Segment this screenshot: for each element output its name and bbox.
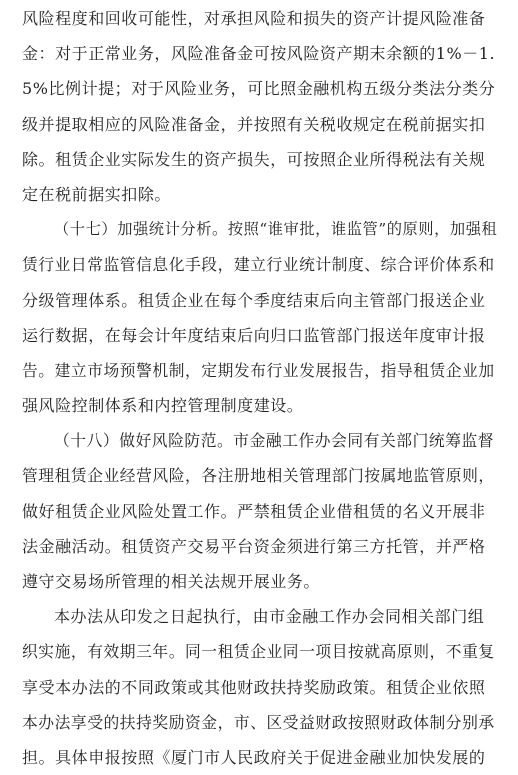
text-line: 除。租赁企业实际发生的资产损失，可按照企业所得税法有关规 [22,149,486,169]
text-line: 做好租赁企业风险处置工作。严禁租赁企业借租赁的名义开展非 [22,501,486,521]
text-line: 享受本办法的不同政策或其他财政扶持奖励政策。租赁企业依照 [22,677,486,697]
text-line: 分级管理体系。租赁企业在每个季度结束后向主管部门报送企业 [22,290,486,310]
text-line: 织实施，有效期三年。同一租赁企业同一项目按就高原则，不重复 [22,642,495,662]
text-line: 管理租赁企业经营风险，各注册地相关管理部门按属地监管原则， [22,466,495,486]
text-line: 运行数据，在每会计年度结束后向归口监管部门报送年度审计报 [22,325,486,345]
text-line: 告。建立市场预警机制，定期发布行业发展报告，指导租赁企业加 [22,360,495,380]
paragraph-start-line: （十八）做好风险防范。市金融工作办会同有关部门统筹监督 [54,431,495,451]
text-line: 5%比例计提；对于风险业务，可比照金融机构五级分类法分类分 [22,79,496,99]
text-line: 定在税前据实扣除。 [22,184,171,204]
text-line: 金：对于正常业务，风险准备金可按风险资产期末余额的1%－1. [22,44,496,64]
text-line: 赁行业日常监管信息化手段，建立行业统计制度、综合评价体系和 [22,255,495,275]
paragraph-start-line: （十七）加强统计分析。按照“谁审批，谁监管”的原则，加强租 [54,220,498,239]
document-page [0,1,518,767]
text-line: 强风险控制体系和内控管理制度建设。 [22,396,304,416]
text-line: 级并提取相应的风险准备金，并按照有关税收规定在税前据实扣 [22,114,486,134]
text-line: 风险程度和回收可能性，对承担风险和损失的资产计提风险准备 [22,9,486,28]
text-line: 本办法享受的扶持奖励资金，市、区受益财政按照财政体制分别承 [22,712,495,732]
text-line: 法金融活动。租赁资产交易平台资金须进行第三方托管，并严格 [22,536,486,556]
text-line: 担。具体申报按照《厦门市人民政府关于促进金融业加快发展的 [22,747,486,767]
paragraph-start-line: 本办法从印发之日起执行，由市金融工作办会同相关部门组 [54,607,485,627]
text-line: 遵守交易场所管理的相关法规开展业务。 [22,572,320,591]
